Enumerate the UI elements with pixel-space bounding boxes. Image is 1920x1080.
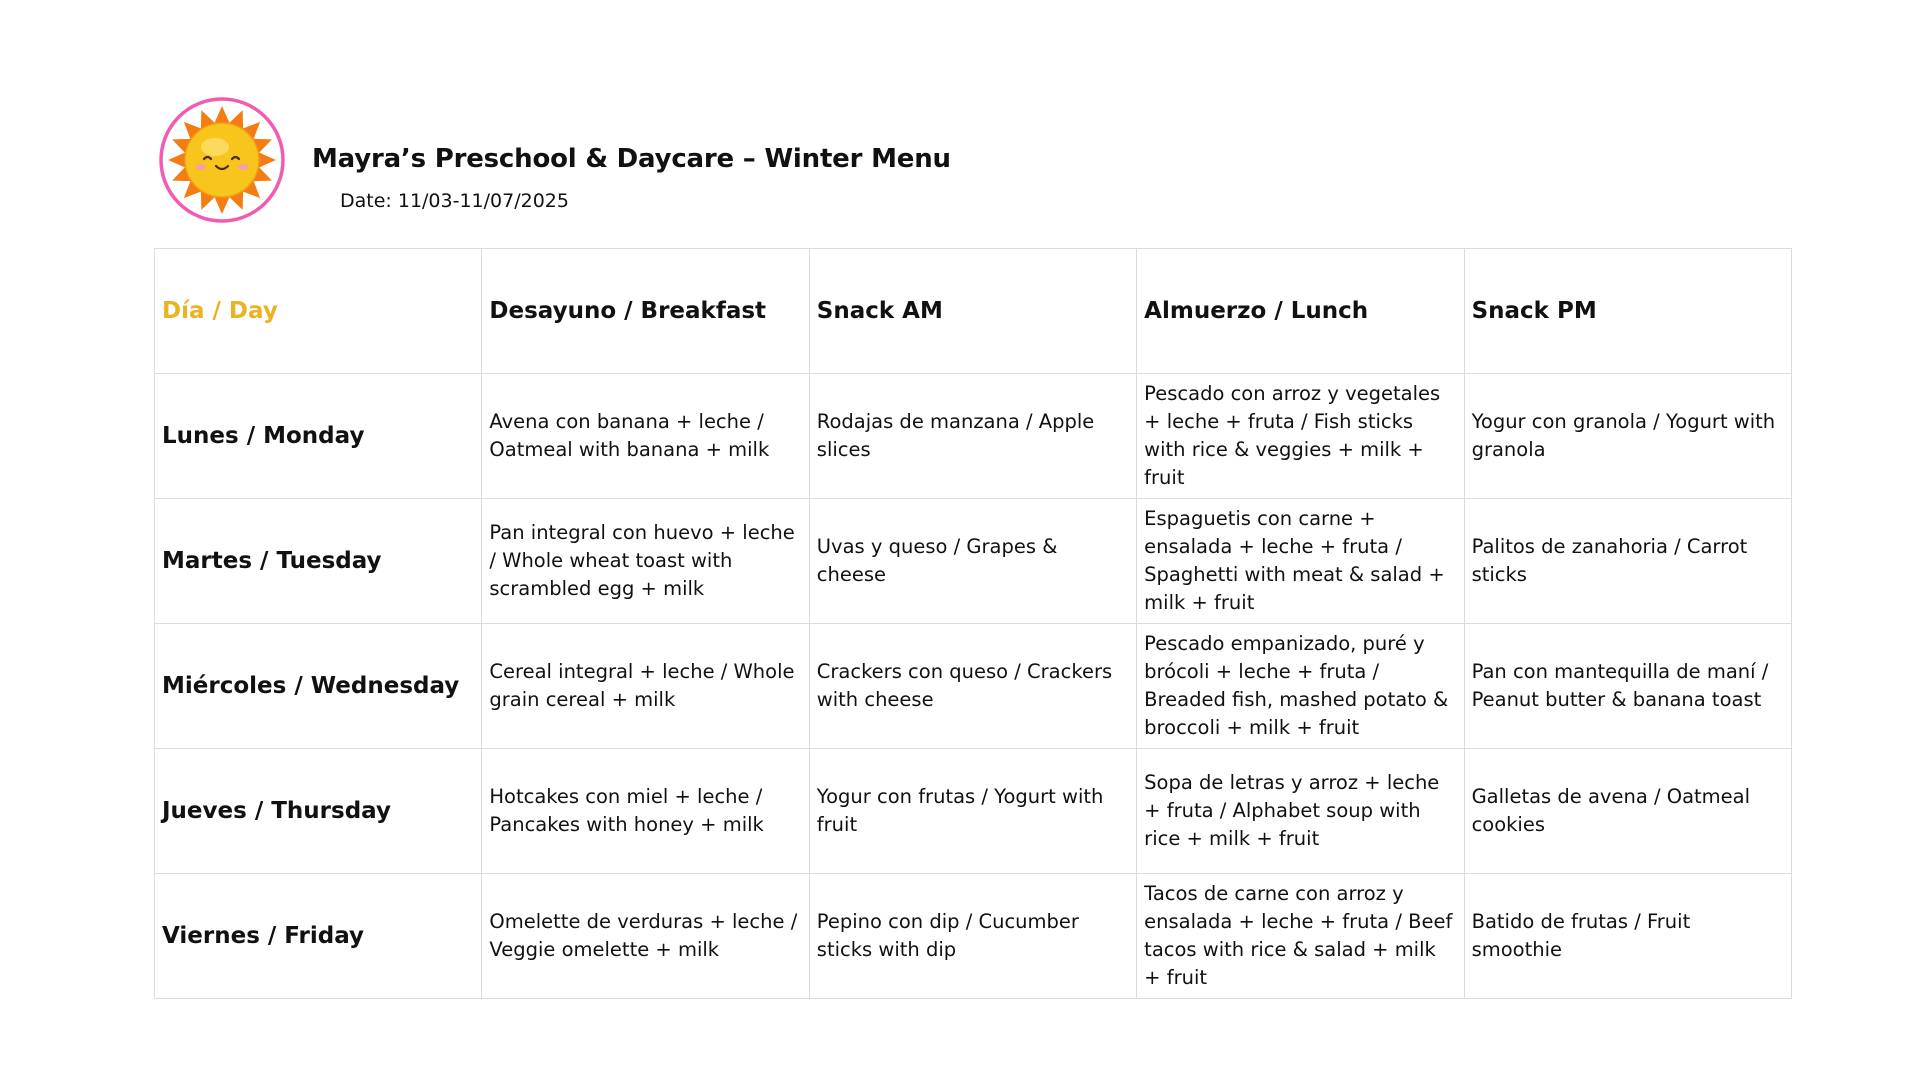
page-title: Mayra’s Preschool & Daycare – Winter Menu xyxy=(312,144,951,174)
title-block xyxy=(312,96,1212,224)
column-header-day: Día / Day xyxy=(155,249,482,374)
table-header-row xyxy=(155,249,1792,374)
snack-pm-cell: Galletas de avena / Oatmeal cookies xyxy=(1464,749,1791,874)
snack-am-cell: Yogur con frutas / Yogurt with fruit xyxy=(809,749,1136,874)
lunch-cell: Espaguetis con carne + ensalada + leche + fruta / Spaghetti with meat & salad + milk + fruit xyxy=(1137,499,1464,624)
lunch-cell: Pescado con arroz y vegetales + leche + fruta / Fish sticks with rice & veggies + milk + fruit xyxy=(1137,374,1464,499)
snack-pm-cell: Yogur con granola / Yogurt with granola xyxy=(1464,374,1791,499)
snack-pm-cell: Pan con mantequilla de maní / Peanut butter & banana toast xyxy=(1464,624,1791,749)
day-cell: Viernes / Friday xyxy=(155,874,482,999)
menu-date: Date: 11/03-11/07/2025 xyxy=(340,190,569,212)
smiling-sun-icon xyxy=(158,96,286,224)
day-cell: Jueves / Thursday xyxy=(155,749,482,874)
table-row-friday xyxy=(155,874,1792,999)
table-row-thursday xyxy=(155,749,1792,874)
lunch-cell: Pescado empanizado, puré y brócoli + leche + fruta / Breaded fish, mashed potato & broccoli + milk + fruit xyxy=(1137,624,1464,749)
lunch-cell: Tacos de carne con arroz y ensalada + leche + fruta / Beef tacos with rice & salad + milk + fruit xyxy=(1137,874,1464,999)
breakfast-cell: Cereal integral + leche / Whole grain cereal + milk xyxy=(482,624,809,749)
column-header-breakfast: Desayuno / Breakfast xyxy=(482,249,809,374)
snack-am-cell: Uvas y queso / Grapes & cheese xyxy=(809,499,1136,624)
menu-header xyxy=(158,96,1212,224)
snack-am-cell: Rodajas de manzana / Apple slices xyxy=(809,374,1136,499)
day-cell: Martes / Tuesday xyxy=(155,499,482,624)
snack-pm-cell: Palitos de zanahoria / Carrot sticks xyxy=(1464,499,1791,624)
snack-am-cell: Crackers con queso / Crackers with cheese xyxy=(809,624,1136,749)
weekly-menu-table xyxy=(154,248,1792,999)
lunch-cell: Sopa de letras y arroz + leche + fruta / Alphabet soup with rice + milk + fruit xyxy=(1137,749,1464,874)
column-header-snack-am: Snack AM xyxy=(809,249,1136,374)
column-header-snack-pm: Snack PM xyxy=(1464,249,1791,374)
breakfast-cell: Avena con banana + leche / Oatmeal with banana + milk xyxy=(482,374,809,499)
breakfast-cell: Pan integral con huevo + leche / Whole wheat toast with scrambled egg + milk xyxy=(482,499,809,624)
table-row-tuesday xyxy=(155,499,1792,624)
day-cell: Lunes / Monday xyxy=(155,374,482,499)
table-row-wednesday xyxy=(155,624,1792,749)
breakfast-cell: Omelette de verduras + leche / Veggie omelette + milk xyxy=(482,874,809,999)
snack-pm-cell: Batido de frutas / Fruit smoothie xyxy=(1464,874,1791,999)
breakfast-cell: Hotcakes con miel + leche / Pancakes with honey + milk xyxy=(482,749,809,874)
table-row-monday xyxy=(155,374,1792,499)
column-header-lunch: Almuerzo / Lunch xyxy=(1137,249,1464,374)
snack-am-cell: Pepino con dip / Cucumber sticks with dip xyxy=(809,874,1136,999)
day-cell: Miércoles / Wednesday xyxy=(155,624,482,749)
